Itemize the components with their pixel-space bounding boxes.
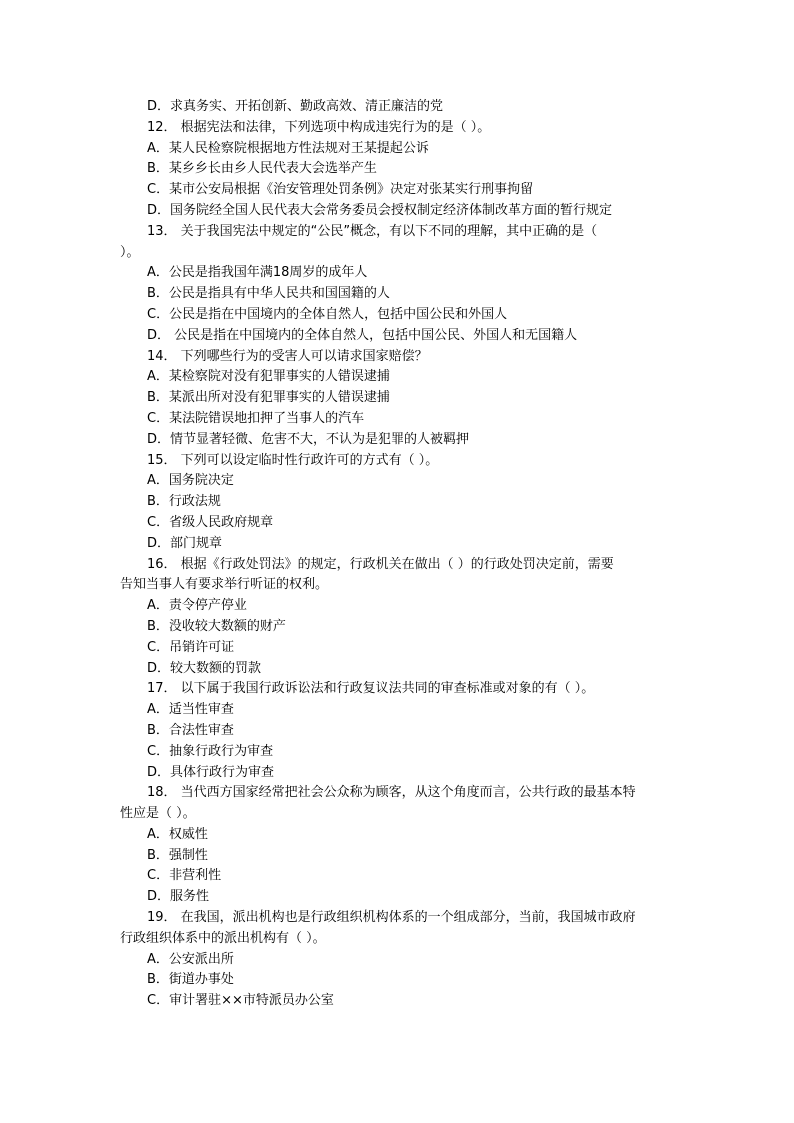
answer-option: C．吊销许可证	[147, 639, 235, 655]
answer-option: A．国务院决定	[147, 473, 234, 489]
question-stem: 15． 下列可以设定临时性行政许可的方式有（ ）。	[147, 452, 439, 468]
question-stem: 18． 当代西方国家经常把社会公众称为顾客，从这个角度而言，公共行政的最基本特	[147, 785, 636, 801]
answer-option: A．权威性	[147, 826, 208, 842]
answer-option: D．情节显著轻微、危害不大，不认为是犯罪的人被羁押	[147, 431, 470, 447]
answer-option: A．公民是指我国年满18周岁的成年人	[147, 265, 368, 281]
answer-option: D．较大数额的罚款	[147, 660, 262, 676]
answer-option: C．某法院错误地扣押了当事人的汽车	[147, 410, 365, 426]
answer-option: B．某乡乡长由乡人民代表大会选举产生	[147, 161, 377, 177]
answer-option: B．合法性审查	[147, 722, 234, 738]
answer-option: D．部门规章	[147, 535, 223, 551]
answer-option: A．某人民检察院根据地方性法规对王某提起公诉	[147, 140, 429, 156]
question-stem: 12． 根据宪法和法律，下列选项中构成违宪行为的是（ ）。	[147, 119, 491, 135]
answer-option: C．省级人民政府规章	[147, 514, 274, 530]
answer-option: D．服务性	[147, 889, 210, 905]
question-stem-continuation: 性应是（ ）。	[120, 806, 196, 822]
answer-option: C．某市公安局根据《治安管理处罚条例》决定对张某实行刑事拘留	[147, 182, 534, 198]
question-stem-continuation: 告知当事人有要求举行听证的权利。	[120, 577, 329, 593]
question-stem-continuation: 行政组织体系中的派出机构有（ ）。	[120, 930, 326, 946]
answer-option: A．适当性审查	[147, 702, 234, 718]
answer-option: C．非营利性	[147, 868, 222, 884]
answer-option: D． 公民是指在中国境内的全体自然人，包括中国公民、外国人和无国籍人	[147, 327, 578, 343]
question-stem: 17． 以下属于我国行政诉讼法和行政复议法共同的审查标准或对象的有（ ）。	[147, 681, 595, 697]
question-stem: 19． 在我国，派出机构也是行政组织机构体系的一个组成部分，当前，我国城市政府	[147, 910, 636, 926]
answer-option: D．求真务实、开拓创新、勤政高效、清正廉洁的党	[147, 99, 444, 114]
answer-option: D．国务院经全国人民代表大会常务委员会授权制定经济体制改革方面的暂行规定	[147, 202, 613, 218]
answer-option: B．强制性	[147, 847, 208, 863]
question-stem-continuation: ）。	[120, 244, 140, 260]
answer-option: B．行政法规	[147, 494, 221, 510]
question-stem: 14． 下列哪些行为的受害人可以请求国家赔偿？	[147, 348, 428, 364]
answer-option: B．街道办事处	[147, 972, 234, 988]
question-stem: 16． 根据《行政处罚法》的规定，行政机关在做出（ ）的行政处罚决定前，需要	[147, 556, 614, 572]
question-stem: 13． 关于我国宪法中规定的“公民”概念，有以下不同的理解，其中正确的是（	[147, 223, 598, 239]
answer-option: D．具体行政行为审查	[147, 764, 275, 780]
document-body	[120, 97, 680, 1012]
answer-option: B．没收较大数额的财产	[147, 618, 286, 634]
answer-option: C．审计署驻××市特派员办公室	[147, 993, 334, 1009]
answer-option: B．某派出所对没有犯罪事实的人错误逮捕	[147, 390, 390, 406]
answer-option: A．责令停产停业	[147, 598, 247, 614]
answer-option: B．公民是指具有中华人民共和国国籍的人	[147, 286, 390, 302]
answer-option: A．某检察院对没有犯罪事实的人错误逮捕	[147, 369, 390, 385]
answer-option: C．抽象行政行为审查	[147, 743, 274, 759]
answer-option: C．公民是指在中国境内的全体自然人，包括中国公民和外国人	[147, 306, 508, 322]
answer-option: A．公安派出所	[147, 951, 234, 967]
